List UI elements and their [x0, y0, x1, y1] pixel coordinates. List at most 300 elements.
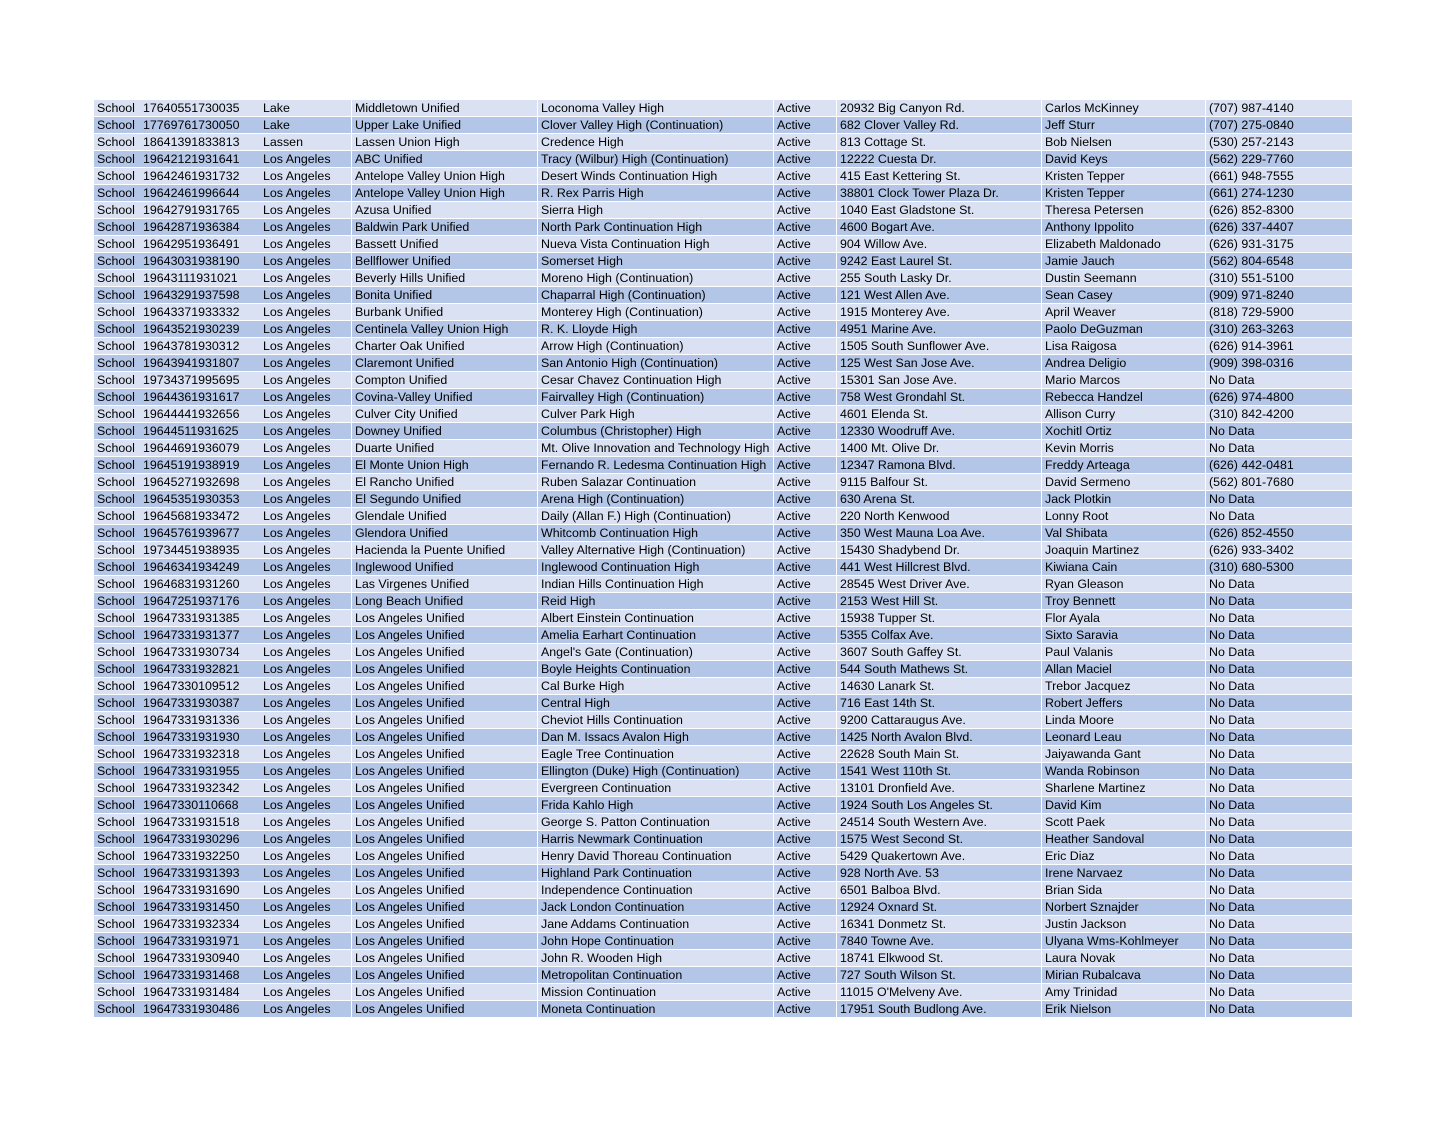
district-cell: Beverly Hills Unified [351, 270, 537, 286]
cds-code-cell: 19644511931625 [143, 424, 239, 438]
street-cell: 1924 South Los Angeles St. [836, 797, 1041, 813]
county-cell: Los Angeles [263, 169, 331, 183]
table-row [94, 287, 1352, 303]
record-type-cell: School [97, 866, 135, 880]
district-cell: Los Angeles Unified [351, 712, 537, 728]
phone-cell: No Data [1205, 372, 1352, 388]
phone-cell: (909) 398-0316 [1205, 355, 1352, 371]
county-cell: Lake [263, 101, 290, 115]
district-cell: Los Angeles Unified [351, 950, 537, 966]
administrator-cell: Sean Casey [1041, 287, 1205, 303]
county-cell: Los Angeles [263, 866, 331, 880]
county-cell: Los Angeles [263, 560, 331, 574]
cds-code-cell: 19644361931617 [143, 390, 240, 404]
record-type-cell: School [97, 696, 135, 710]
district-cell: Charter Oak Unified [351, 338, 537, 354]
cds-code-cell: 19734371995695 [143, 373, 240, 387]
administrator-cell: Flor Ayala [1041, 610, 1205, 626]
phone-cell: No Data [1205, 491, 1352, 507]
phone-cell: No Data [1205, 797, 1352, 813]
street-cell: 5429 Quakertown Ave. [836, 848, 1041, 864]
status-cell: Active [773, 780, 836, 796]
status-cell: Active [773, 117, 836, 133]
cds-code-cell: 19647330109512 [143, 679, 240, 693]
table-row [94, 321, 1352, 337]
district-cell: El Segundo Unified [351, 491, 537, 507]
administrator-cell: April Weaver [1041, 304, 1205, 320]
district-cell: Downey Unified [351, 423, 537, 439]
street-cell: 350 West Mauna Loa Ave. [836, 525, 1041, 541]
school-name-cell: Fernando R. Ledesma Continuation High [537, 457, 773, 473]
record-type-cell: School [97, 475, 135, 489]
district-cell: Los Angeles Unified [351, 916, 537, 932]
record-type-cell: School [97, 271, 135, 285]
district-cell: Culver City Unified [351, 406, 537, 422]
record-type-cell: School [97, 254, 135, 268]
street-cell: 121 West Allen Ave. [836, 287, 1041, 303]
cds-code-cell: 19647331931468 [143, 968, 240, 982]
table-row [94, 168, 1352, 184]
phone-cell: No Data [1205, 1001, 1352, 1017]
table-row [94, 984, 1352, 1000]
phone-cell: No Data [1205, 593, 1352, 609]
street-cell: 3607 South Gaffey St. [836, 644, 1041, 660]
school-name-cell: Henry David Thoreau Continuation [537, 848, 773, 864]
status-cell: Active [773, 440, 836, 456]
county-cell: Los Angeles [263, 203, 331, 217]
school-name-cell: Cesar Chavez Continuation High [537, 372, 773, 388]
street-cell: 1575 West Second St. [836, 831, 1041, 847]
district-cell: Middletown Unified [351, 100, 537, 116]
status-cell: Active [773, 304, 836, 320]
record-type-cell: School [97, 169, 135, 183]
record-type-cell: School [97, 1002, 135, 1016]
record-type-cell: School [97, 798, 135, 812]
table-row [94, 610, 1352, 626]
district-cell: Los Angeles Unified [351, 661, 537, 677]
cds-code-cell: 19644691936079 [143, 441, 240, 455]
school-name-cell: Clover Valley High (Continuation) [537, 117, 773, 133]
school-name-cell: Credence High [537, 134, 773, 150]
administrator-cell: Lisa Raigosa [1041, 338, 1205, 354]
district-cell: Azusa Unified [351, 202, 537, 218]
status-cell: Active [773, 610, 836, 626]
table-row [94, 865, 1352, 881]
status-cell: Active [773, 372, 836, 388]
phone-cell: No Data [1205, 423, 1352, 439]
status-cell: Active [773, 695, 836, 711]
school-name-cell: George S. Patton Continuation [537, 814, 773, 830]
table-row [94, 950, 1352, 966]
cds-code-cell: 19647331932318 [143, 747, 240, 761]
cds-code-cell: 19647331931393 [143, 866, 240, 880]
county-cell: Los Angeles [263, 798, 331, 812]
cds-code-cell: 19647331931450 [143, 900, 240, 914]
status-cell: Active [773, 678, 836, 694]
county-cell: Los Angeles [263, 509, 331, 523]
cds-code-cell: 19647331930486 [143, 1002, 240, 1016]
administrator-cell: Irene Narvaez [1041, 865, 1205, 881]
county-cell: Lake [263, 118, 290, 132]
school-name-cell: Cheviot Hills Continuation [537, 712, 773, 728]
school-name-cell: Amelia Earhart Continuation [537, 627, 773, 643]
county-cell: Los Angeles [263, 611, 331, 625]
table-row [94, 712, 1352, 728]
administrator-cell: Ulyana Wms-Kohlmeyer [1041, 933, 1205, 949]
cds-code-cell: 17769761730050 [143, 118, 240, 132]
street-cell: 16341 Donmetz St. [836, 916, 1041, 932]
street-cell: 1541 West 110th St. [836, 763, 1041, 779]
status-cell: Active [773, 627, 836, 643]
administrator-cell: Jack Plotkin [1041, 491, 1205, 507]
phone-cell: No Data [1205, 882, 1352, 898]
school-name-cell: Nueva Vista Continuation High [537, 236, 773, 252]
street-cell: 716 East 14th St. [836, 695, 1041, 711]
administrator-cell: Val Shibata [1041, 525, 1205, 541]
cds-code-cell: 19647331932821 [143, 662, 240, 676]
table-row [94, 440, 1352, 456]
street-cell: 9200 Cattaraugus Ave. [836, 712, 1041, 728]
phone-cell: (310) 842-4200 [1205, 406, 1352, 422]
county-cell: Los Angeles [263, 407, 331, 421]
phone-cell: (310) 551-5100 [1205, 270, 1352, 286]
administrator-cell: Troy Bennett [1041, 593, 1205, 609]
table-row [94, 423, 1352, 439]
street-cell: 758 West Grondahl St. [836, 389, 1041, 405]
cds-code-cell: 19647331930296 [143, 832, 240, 846]
county-cell: Los Angeles [263, 883, 331, 897]
district-cell: Los Angeles Unified [351, 848, 537, 864]
administrator-cell: Leonard Leau [1041, 729, 1205, 745]
school-name-cell: Sierra High [537, 202, 773, 218]
cds-code-cell: 19643781930312 [143, 339, 240, 353]
school-name-cell: Jack London Continuation [537, 899, 773, 915]
status-cell: Active [773, 185, 836, 201]
status-cell: Active [773, 525, 836, 541]
phone-cell: (661) 948-7555 [1205, 168, 1352, 184]
district-cell: Bellflower Unified [351, 253, 537, 269]
phone-cell: (562) 804-6548 [1205, 253, 1352, 269]
school-name-cell: Albert Einstein Continuation [537, 610, 773, 626]
cds-code-cell: 19647331931377 [143, 628, 240, 642]
district-cell: ABC Unified [351, 151, 537, 167]
cds-code-cell: 18641391833813 [143, 135, 240, 149]
record-type-cell: School [97, 152, 135, 166]
administrator-cell: David Sermeno [1041, 474, 1205, 490]
status-cell: Active [773, 474, 836, 490]
record-type-cell: School [97, 781, 135, 795]
school-name-cell: Monterey High (Continuation) [537, 304, 773, 320]
district-cell: El Rancho Unified [351, 474, 537, 490]
district-cell: Los Angeles Unified [351, 610, 537, 626]
phone-cell: No Data [1205, 899, 1352, 915]
cds-code-cell: 19647331931336 [143, 713, 240, 727]
school-name-cell: Culver Park High [537, 406, 773, 422]
status-cell: Active [773, 236, 836, 252]
street-cell: 24514 South Western Ave. [836, 814, 1041, 830]
street-cell: 6501 Balboa Blvd. [836, 882, 1041, 898]
record-type-cell: School [97, 135, 135, 149]
phone-cell: (626) 852-8300 [1205, 202, 1352, 218]
district-cell: Los Angeles Unified [351, 933, 537, 949]
phone-cell: (530) 257-2143 [1205, 134, 1352, 150]
school-name-cell: Inglewood Continuation High [537, 559, 773, 575]
district-cell: Los Angeles Unified [351, 831, 537, 847]
status-cell: Active [773, 576, 836, 592]
status-cell: Active [773, 389, 836, 405]
phone-cell: No Data [1205, 729, 1352, 745]
cds-code-cell: 19647331931930 [143, 730, 240, 744]
record-type-cell: School [97, 679, 135, 693]
district-cell: Los Angeles Unified [351, 695, 537, 711]
county-cell: Los Angeles [263, 288, 331, 302]
district-cell: Antelope Valley Union High [351, 168, 537, 184]
street-cell: 12924 Oxnard St. [836, 899, 1041, 915]
status-cell: Active [773, 865, 836, 881]
phone-cell: No Data [1205, 865, 1352, 881]
administrator-cell: Sharlene Martinez [1041, 780, 1205, 796]
school-name-cell: Angel's Gate (Continuation) [537, 644, 773, 660]
cds-code-cell: 19645271932698 [143, 475, 240, 489]
table-row [94, 355, 1352, 371]
school-name-cell: Central High [537, 695, 773, 711]
district-cell: Los Angeles Unified [351, 814, 537, 830]
record-type-cell: School [97, 220, 135, 234]
cds-code-cell: 19643031938190 [143, 254, 240, 268]
phone-cell: (626) 931-3175 [1205, 236, 1352, 252]
phone-cell: No Data [1205, 644, 1352, 660]
phone-cell: No Data [1205, 933, 1352, 949]
county-cell: Lassen [263, 135, 303, 149]
record-type-cell: School [97, 883, 135, 897]
administrator-cell: Kristen Tepper [1041, 168, 1205, 184]
county-cell: Los Angeles [263, 985, 331, 999]
district-cell: Baldwin Park Unified [351, 219, 537, 235]
county-cell: Los Angeles [263, 934, 331, 948]
administrator-cell: David Kim [1041, 797, 1205, 813]
administrator-cell: Jamie Jauch [1041, 253, 1205, 269]
phone-cell: No Data [1205, 610, 1352, 626]
district-cell: Los Angeles Unified [351, 644, 537, 660]
county-cell: Los Angeles [263, 594, 331, 608]
county-cell: Los Angeles [263, 713, 331, 727]
status-cell: Active [773, 508, 836, 524]
street-cell: 9115 Balfour St. [836, 474, 1041, 490]
status-cell: Active [773, 712, 836, 728]
phone-cell: No Data [1205, 627, 1352, 643]
cds-code-cell: 19642121931641 [143, 152, 240, 166]
street-cell: 13101 Dronfield Ave. [836, 780, 1041, 796]
street-cell: 11015 O'Melveny Ave. [836, 984, 1041, 1000]
street-cell: 1505 South Sunflower Ave. [836, 338, 1041, 354]
phone-cell: No Data [1205, 831, 1352, 847]
street-cell: 5355 Colfax Ave. [836, 627, 1041, 643]
county-cell: Los Angeles [263, 220, 331, 234]
table-row [94, 627, 1352, 643]
record-type-cell: School [97, 322, 135, 336]
status-cell: Active [773, 729, 836, 745]
street-cell: 682 Clover Valley Rd. [836, 117, 1041, 133]
status-cell: Active [773, 984, 836, 1000]
district-cell: Los Angeles Unified [351, 780, 537, 796]
record-type-cell: School [97, 305, 135, 319]
administrator-cell: Anthony Ippolito [1041, 219, 1205, 235]
school-name-cell: Mt. Olive Innovation and Technology High [537, 440, 773, 456]
phone-cell: No Data [1205, 763, 1352, 779]
status-cell: Active [773, 644, 836, 660]
cds-code-cell: 19647331931385 [143, 611, 240, 625]
table-row [94, 797, 1352, 813]
school-name-cell: Frida Kahlo High [537, 797, 773, 813]
status-cell: Active [773, 321, 836, 337]
cds-code-cell: 19647331931955 [143, 764, 240, 778]
district-cell: Los Angeles Unified [351, 865, 537, 881]
record-type-cell: School [97, 373, 135, 387]
table-row [94, 661, 1352, 677]
street-cell: 9242 East Laurel St. [836, 253, 1041, 269]
county-cell: Los Angeles [263, 458, 331, 472]
administrator-cell: Laura Novak [1041, 950, 1205, 966]
administrator-cell: Lonny Root [1041, 508, 1205, 524]
cds-code-cell: 19642461931732 [143, 169, 240, 183]
phone-cell: No Data [1205, 967, 1352, 983]
administrator-cell: Carlos McKinney [1041, 100, 1205, 116]
county-cell: Los Angeles [263, 679, 331, 693]
cds-code-cell: 17640551730035 [143, 101, 240, 115]
cds-code-cell: 19642461996644 [143, 186, 240, 200]
administrator-cell: Sixto Saravia [1041, 627, 1205, 643]
street-cell: 20932 Big Canyon Rd. [836, 100, 1041, 116]
table-row [94, 151, 1352, 167]
administrator-cell: Justin Jackson [1041, 916, 1205, 932]
school-name-cell: Jane Addams Continuation [537, 916, 773, 932]
administrator-cell: Scott Paek [1041, 814, 1205, 830]
cds-code-cell: 19647331931690 [143, 883, 240, 897]
phone-cell: No Data [1205, 508, 1352, 524]
record-type-cell: School [97, 934, 135, 948]
record-type-cell: School [97, 917, 135, 931]
record-type-cell: School [97, 390, 135, 404]
county-cell: Los Angeles [263, 424, 331, 438]
phone-cell: (626) 933-3402 [1205, 542, 1352, 558]
status-cell: Active [773, 253, 836, 269]
street-cell: 1400 Mt. Olive Dr. [836, 440, 1041, 456]
record-type-cell: School [97, 441, 135, 455]
table-row [94, 729, 1352, 745]
school-name-cell: Highland Park Continuation [537, 865, 773, 881]
record-type-cell: School [97, 832, 135, 846]
county-cell: Los Angeles [263, 1002, 331, 1016]
district-cell: Covina-Valley Unified [351, 389, 537, 405]
status-cell: Active [773, 899, 836, 915]
administrator-cell: Erik Nielson [1041, 1001, 1205, 1017]
record-type-cell: School [97, 968, 135, 982]
record-type-cell: School [97, 339, 135, 353]
table-row [94, 236, 1352, 252]
cds-code-cell: 19645191938919 [143, 458, 240, 472]
record-type-cell: School [97, 662, 135, 676]
status-cell: Active [773, 423, 836, 439]
school-name-cell: Independence Continuation [537, 882, 773, 898]
record-type-cell: School [97, 424, 135, 438]
street-cell: 18741 Elkwood St. [836, 950, 1041, 966]
district-cell: Hacienda la Puente Unified [351, 542, 537, 558]
cds-code-cell: 19647331932250 [143, 849, 240, 863]
status-cell: Active [773, 882, 836, 898]
county-cell: Los Angeles [263, 900, 331, 914]
table-row [94, 134, 1352, 150]
district-cell: Bassett Unified [351, 236, 537, 252]
county-cell: Los Angeles [263, 696, 331, 710]
street-cell: 928 North Ave. 53 [836, 865, 1041, 881]
status-cell: Active [773, 355, 836, 371]
school-name-cell: Dan M. Issacs Avalon High [537, 729, 773, 745]
administrator-cell: Jaiyawanda Gant [1041, 746, 1205, 762]
administrator-cell: Heather Sandoval [1041, 831, 1205, 847]
record-type-cell: School [97, 594, 135, 608]
record-type-cell: School [97, 458, 135, 472]
district-cell: Los Angeles Unified [351, 967, 537, 983]
school-name-cell: Boyle Heights Continuation [537, 661, 773, 677]
administrator-cell: Ryan Gleason [1041, 576, 1205, 592]
street-cell: 12222 Cuesta Dr. [836, 151, 1041, 167]
table-row [94, 491, 1352, 507]
phone-cell: (310) 680-5300 [1205, 559, 1352, 575]
table-row [94, 406, 1352, 422]
school-name-cell: John Hope Continuation [537, 933, 773, 949]
phone-cell: (562) 229-7760 [1205, 151, 1352, 167]
county-cell: Los Angeles [263, 849, 331, 863]
status-cell: Active [773, 763, 836, 779]
county-cell: Los Angeles [263, 543, 331, 557]
cds-code-cell: 19645351930353 [143, 492, 240, 506]
administrator-cell: Paolo DeGuzman [1041, 321, 1205, 337]
record-type-cell: School [97, 356, 135, 370]
phone-cell: (626) 337-4407 [1205, 219, 1352, 235]
cds-code-cell: 19647331930940 [143, 951, 240, 965]
district-cell: Inglewood Unified [351, 559, 537, 575]
table-row [94, 763, 1352, 779]
district-cell: Antelope Valley Union High [351, 185, 537, 201]
status-cell: Active [773, 100, 836, 116]
street-cell: 255 South Lasky Dr. [836, 270, 1041, 286]
table-row [94, 100, 1352, 116]
phone-cell: No Data [1205, 848, 1352, 864]
record-type-cell: School [97, 560, 135, 574]
record-type-cell: School [97, 101, 135, 115]
district-cell: Glendora Unified [351, 525, 537, 541]
status-cell: Active [773, 542, 836, 558]
district-cell: Los Angeles Unified [351, 746, 537, 762]
record-type-cell: School [97, 577, 135, 591]
administrator-cell: Kevin Morris [1041, 440, 1205, 456]
administrator-cell: Paul Valanis [1041, 644, 1205, 660]
street-cell: 415 East Kettering St. [836, 168, 1041, 184]
status-cell: Active [773, 746, 836, 762]
county-cell: Los Angeles [263, 356, 331, 370]
county-cell: Los Angeles [263, 526, 331, 540]
table-row [94, 508, 1352, 524]
phone-cell: (626) 852-4550 [1205, 525, 1352, 541]
record-type-cell: School [97, 645, 135, 659]
administrator-cell: Freddy Arteaga [1041, 457, 1205, 473]
phone-cell: No Data [1205, 440, 1352, 456]
county-cell: Los Angeles [263, 815, 331, 829]
record-type-cell: School [97, 764, 135, 778]
administrator-cell: Allan Maciel [1041, 661, 1205, 677]
street-cell: 15430 Shadybend Dr. [836, 542, 1041, 558]
table-row [94, 117, 1352, 133]
